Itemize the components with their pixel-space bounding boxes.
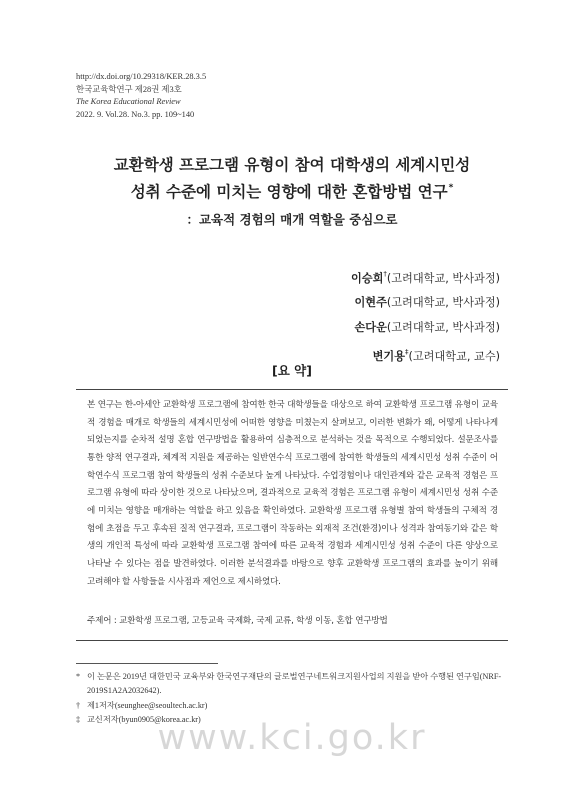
author-affiliation: (고려대학교, 박사과정) [386,320,500,334]
abstract-top-rule [76,389,508,390]
author-name: 이현주 [354,296,387,310]
paper-title-line-2 [0,180,584,202]
journal-header [76,71,206,121]
paper-title-line-2-text: 성취 수준에 미치는 영향에 대한 혼합방법 연구 [130,183,448,201]
author-name: 이승희 [350,272,384,285]
author-affiliation: (고려대학교, 박사과정) [386,296,500,310]
author-list [351,262,500,370]
author-entry [351,262,500,291]
author-mark: ‡ [405,348,409,357]
doi-link[interactable]: http://dx.doi.org/10.29318/KER.28.3.5 [76,72,207,81]
footnote-mark: ‡ [76,714,81,724]
author-affiliation: (고려대학교, 박사과정) [386,272,500,285]
abstract-bottom-rule [76,640,508,641]
paper-subtitle: ：교육적 경험의 매개 역할을 중심으로 [186,212,398,227]
author-name: 변기용 [372,350,405,364]
journal-korean-name: 한국교육학연구 제28권 제3호 [76,84,182,94]
journal-english-name: The Korea Educational Review [76,97,181,107]
footnote-funding [76,670,508,699]
author-affiliation: (고려대학교, 교수) [408,350,500,364]
abstract-body: 본 연구는 한-아세안 교환학생 프로그램에 참여한 한국 대학생들을 대상으로 하여 교환학생 프로그램 유형이 교육적 경험을 매개로 학생들의 세계시민성에 어떠한 영향을 미쳤는지 살펴보고, 이러한 변화가 왜, 어떻게 나타나게 되었는지를 순차적 설명 혼합 연구방법을 활용하여 심층적으로 분석하는 것을 목적으로 수행되었다. 설문조사를 통한 양적 연구결과, 체계적 지원을 제공하는 일반연수식 프로그램에 참여한 학생들의 세계시민성 성취 수준이 어학연수식 프로그램 참여 학생들의 성취 수준보다 높게 나타났다. 수업경험이나 대인관계와 같은 교육적 경험은 프로그램 유형에 따라 상이한 것으로 나타났으며, 결과적으로 교육적 경험은 프로그램 유형이 세계시민성 성취 수준에 미치는 영향을 매개하는 역할을 하고 있음을 확인하였다. 교환학생 프로그램 유형별 참여 학생들의 구체적 경험에 초점을 두고 후속된 질적 연구결과, 프로그램이 작동하는 외재적 조건(환경)이나 성격과 참여동기와 같은 학생의 개인적 특성에 따라 교환학생 프로그램 참여에 따른 교육적 경험과 세계시민성 성취 수준이 다른 양상으로 나타날 수 있다는 점을 발견하였다. 이러한 분석결과를 바탕으로 향후 교환학생 프로그램의 효과를 높이기 위해 고려해야 할 사항들을 시사점과 제언으로 제시하였다. [87,400,498,587]
title-footnote-mark[interactable]: * [448,183,454,193]
author-mark: † [383,270,387,278]
footnote-mark: * [76,672,81,681]
footnote-text: 이 논문은 2019년 대한민국 교육부와 한국연구재단의 글로벌연구네트워크지원사업의 지원을 받아 수행된 연구임(NRF-2019S1A2A2032642). [87,672,502,696]
paper-title-line-1: 교환학생 프로그램 유형이 참여 대학생의 세계시민성 [113,156,471,174]
abstract-heading: [요 약] [272,363,312,378]
footnote-first-author [76,699,508,713]
author-name: 손다운 [354,320,387,334]
author-entry [351,291,500,315]
footnote-text[interactable]: 제1저자(seunghee@seoultech.ac.kr) [87,700,208,710]
keywords: 주제어 : 교환학생 프로그램, 고등교육 국제화, 국제 교류, 학생 이동, 혼합 연구방법 [87,616,388,626]
footnote-text[interactable]: 교신저자(byun0905@korea.ac.kr) [87,714,201,724]
author-entry [351,316,500,340]
footnote-mark: † [76,700,81,710]
issue-info: 2022. 9. Vol.28. No.3. pp. 109~140 [76,109,195,119]
kci-watermark: www.kci.go.kr [157,718,427,758]
footnote-divider [76,663,218,664]
